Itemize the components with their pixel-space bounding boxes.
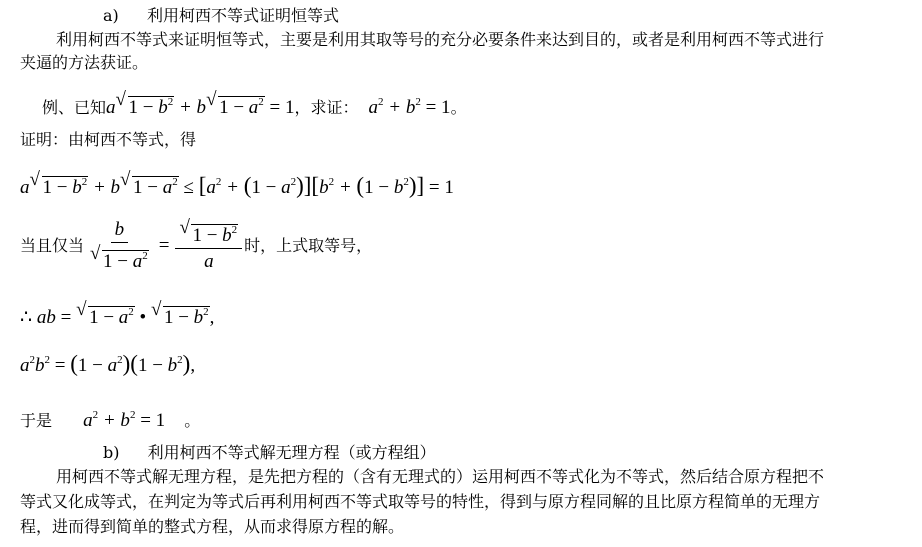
conclusion-prefix: 于是 <box>20 411 53 430</box>
paragraph-b-text1: 用柯西不等式解无理方程，是先把方程的（含有无理式的）运用柯西不等式化为不等式，然后结合原方程把不 <box>56 467 825 486</box>
when-suffix: 时，上式取等号， <box>244 236 373 255</box>
paragraph-b-line1 <box>56 467 824 487</box>
conclusion-end: 。 <box>184 411 201 430</box>
paragraph-b-line3 <box>20 517 404 537</box>
paragraph-b-text3: 程，进而得到简单的整式方程，从而求得原方程的解。 <box>20 517 405 536</box>
example-goal: $a^2 + b^2 = 1$ <box>368 96 451 118</box>
example-line <box>42 92 467 118</box>
heading-b <box>103 443 436 463</box>
conclusion-line <box>20 405 200 431</box>
heading-a <box>103 6 339 26</box>
example-prefix: 例、已知 <box>42 98 107 117</box>
equality-condition <box>20 218 372 274</box>
paragraph-a-line1 <box>56 30 824 50</box>
paragraph-a-text2: 夹逼的方法获证。 <box>20 53 149 72</box>
when-prefix: 当且仅当 <box>20 236 85 255</box>
square-product: $a^2b^2 = (1 - a^2)(1 - b^2)$, <box>20 351 196 376</box>
paragraph-b-text2: 等式又化成等式，在判定为等式后再利用柯西不等式取等号的特性，得到与原方程同解的且比原方程简单的无理方 <box>20 492 821 511</box>
paragraph-a-text: 利用柯西不等式来证明恒等式，主要是利用其取等号的充分必要条件来达到目的，或者是利用柯西不等式进行 <box>56 30 825 49</box>
heading-b-title: 利用柯西不等式解无理方程（或方程组） <box>147 443 436 462</box>
example-mid: ，求证： <box>294 98 359 117</box>
heading-a-title: 利用柯西不等式证明恒等式 <box>146 6 339 25</box>
cauchy-inequality: a√ $1 - b^2 + b√$ $1 - a^2 \le [a^2 + (1 - a^2)][b^2 + (1 - b^2)] = 1$ <box>20 172 454 198</box>
example-equation: a√ $1 - b^2 + b√$ $1 - a^2 = 1$ <box>106 97 294 118</box>
proof-intro <box>20 130 196 150</box>
therefore-ab: ∴ ab = √ $1 - a^2$ • √ $1 - b^2$, <box>20 302 214 328</box>
proof-intro-text: 证明：由柯西不等式，得 <box>20 130 197 149</box>
paragraph-a-line2 <box>20 53 148 73</box>
paragraph-b-line2 <box>20 492 820 512</box>
heading-a-marker: a) <box>103 6 119 25</box>
equality-fraction: b √ $1 - a^2$ = √ $\frac{1 - b^2}{a}$ <box>84 220 244 272</box>
example-end: 。 <box>450 98 467 117</box>
heading-b-marker: b) <box>103 443 120 462</box>
conclusion-equation: $a^2 + b^2 = 1$ <box>83 409 166 431</box>
